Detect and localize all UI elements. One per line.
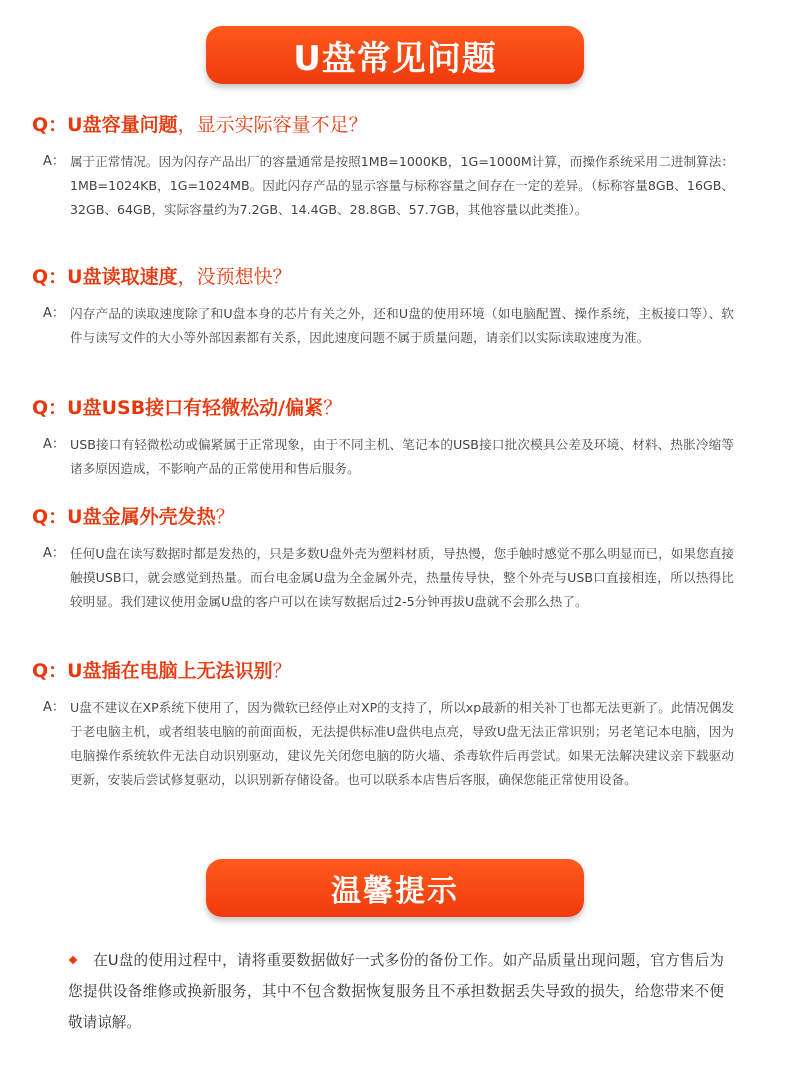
faq-item — [32, 504, 752, 614]
faq-answer — [32, 542, 752, 614]
question-prefix: Q： — [32, 266, 68, 288]
faq-question — [32, 504, 752, 530]
faq-answer — [32, 302, 752, 350]
faq-item — [32, 112, 752, 222]
question-topic: U盘容量问题 — [67, 114, 178, 136]
faq-item — [32, 264, 752, 350]
answer-label: A： — [43, 546, 65, 561]
answer-text: U盘不建议在XP系统下使用了，因为微软已经停止对XP的支持了，所以xp最新的相关补丁也都无法更新了。此情况偶发于老电脑主机，或者组装电脑的前面面板，无法提供标准U盘供电点亮，导致U盘无法正常识别；另老笔记本电脑，因为电脑操作系统软件无法自动识别驱动，建议先关闭您电脑的防火墙、杀毒软件后再尝试。如果无法解决建议亲下载驱动更新，安装后尝试修复驱动，以识别新存储设备。也可以联系本店售后客服，确保您能正常使用设备。 — [70, 700, 734, 787]
question-prefix: Q： — [32, 397, 68, 419]
faq-answer — [32, 150, 752, 222]
answer-text: USB接口有轻微松动或偏紧属于正常现象，由于不同主机、笔记本的USB接口批次模具公差及环境、材料、热胀冷缩等诸多原因造成，不影响产品的正常使用和售后服务。 — [70, 437, 734, 476]
faq-item — [32, 395, 752, 481]
faq-section-title: U盘常见问题 — [293, 38, 497, 79]
question-rest: ？ — [215, 506, 235, 528]
diamond-bullet-icon — [69, 955, 77, 963]
faq-section-banner — [206, 26, 584, 84]
answer-text: 属于正常情况。因为闪存产品出厂的容量通常是按照1MB=1000KB，1G=1000M计算，而操作系统采用二进制算法：1MB=1024KB，1G=1024MB。因此闪存产品的显示容量与标称容量之间存在一定的差异。（标称容量8GB、16GB、32GB、64GB，实际容量约为7.2GB、14.4GB、28.8GB、57.7GB，其他容量以此类推）。 — [70, 154, 734, 217]
question-rest: ，显示实际容量不足？ — [177, 114, 368, 136]
faq-answer — [32, 696, 752, 792]
question-topic: U盘金属外壳发热 — [67, 506, 216, 528]
question-topic: U盘USB接口有轻微松动/偏紧 — [67, 397, 324, 419]
answer-label: A： — [43, 306, 65, 321]
question-rest: ？ — [272, 660, 292, 682]
question-prefix: Q： — [32, 506, 68, 528]
faq-question — [32, 112, 752, 138]
question-prefix: Q： — [32, 114, 68, 136]
faq-question — [32, 264, 752, 290]
answer-text: 闪存产品的读取速度除了和U盘本身的芯片有关之外，还和U盘的使用环境（如电脑配置、操作系统，主板接口等）、软件与读写文件的大小等外部因素都有关系，因此速度问题不属于质量问题，请亲们以实际读取速度为准。 — [70, 306, 734, 345]
faq-question — [32, 658, 752, 684]
question-rest: ？ — [323, 397, 343, 419]
faq-item — [32, 658, 752, 792]
tips-section-title: 温馨提示 — [331, 874, 459, 909]
faq-question — [32, 395, 752, 421]
question-rest: ，没预想快？ — [177, 266, 292, 288]
answer-label: A： — [43, 154, 65, 169]
question-topic: U盘插在电脑上无法识别 — [67, 660, 273, 682]
tips-section-banner — [206, 859, 584, 917]
tip-text: 在U盘的使用过程中，请将重要数据做好一式多份的备份工作。如产品质量出现问题，官方售后为您提供设备维修或换新服务，其中不包含数据恢复服务且不承担数据丢失导致的损失，给您带来不便敬请谅解。 — [68, 952, 724, 1031]
faq-answer — [32, 433, 752, 481]
answer-label: A： — [43, 437, 65, 452]
question-topic: U盘读取速度 — [67, 266, 178, 288]
question-prefix: Q： — [32, 660, 68, 682]
answer-text: 任何U盘在读写数据时都是发热的，只是多数U盘外壳为塑料材质，导热慢，您手触时感觉不那么明显而已，如果您直接触摸USB口，就会感觉到热量。而台电金属U盘为全金属外壳，热量传导快，整个外壳与USB口直接相连，所以热得比较明显。我们建议使用金属U盘的客户可以在读写数据后过2-5分钟再拔U盘就不会那么热了。 — [70, 546, 734, 609]
answer-label: A： — [43, 700, 65, 715]
tip-paragraph — [68, 945, 724, 1038]
